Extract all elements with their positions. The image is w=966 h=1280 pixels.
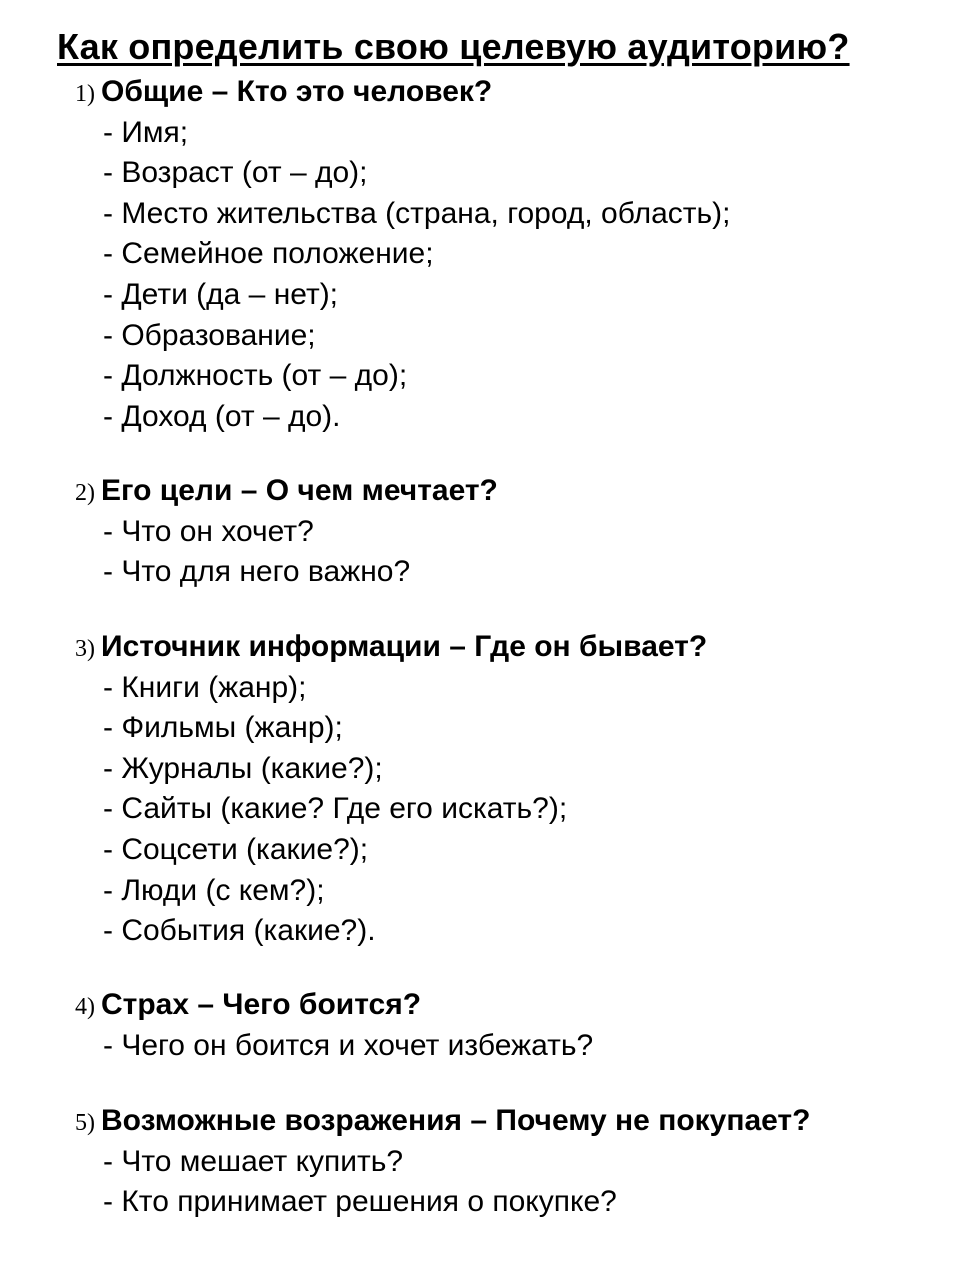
list-item: - Журналы (какие?); (103, 751, 383, 785)
list-item: - Соцсети (какие?); (103, 832, 369, 866)
list-item: - Книги (жанр); (103, 670, 307, 704)
section-number: 5) (75, 1110, 95, 1136)
section-3 (75, 627, 707, 952)
section-1 (75, 72, 730, 437)
section-2 (75, 471, 498, 593)
section-title: Его цели – О чем мечтает? (101, 474, 498, 507)
document-title: Как определить свою целевую аудиторию? (57, 26, 850, 67)
section-title: Общие – Кто это человек? (101, 75, 493, 108)
list-item: - Кто принимает решения о покупке? (103, 1185, 617, 1219)
list-item: - Возраст (от – до); (103, 156, 368, 190)
section-number: 1) (75, 81, 95, 107)
section-title: Страх – Чего боится? (101, 988, 422, 1021)
section-4 (75, 985, 593, 1066)
list-item: - Должность (от – до); (103, 359, 408, 393)
section-header (75, 72, 730, 113)
section-number: 2) (75, 480, 95, 506)
list-item: - Образование; (103, 318, 316, 352)
section-5 (75, 1101, 810, 1223)
list-item: - Имя; (103, 115, 189, 149)
list-item: - Дети (да – нет); (103, 277, 339, 311)
list-item: - Сайты (какие? Где его искать?); (103, 792, 568, 826)
section-title: Возможные возражения – Почему не покупает? (101, 1104, 811, 1137)
section-header (75, 1101, 810, 1142)
list-item: - Фильмы (жанр); (103, 711, 343, 745)
list-item: - Что для него важно? (103, 555, 411, 589)
list-item: - Чего он боится и хочет избежать? (103, 1028, 594, 1062)
section-number: 4) (75, 994, 95, 1020)
section-title: Источник информации – Где он бывает? (101, 630, 708, 663)
list-item: - Люди (с кем?); (103, 873, 325, 907)
list-item: - Место жительства (страна, город, область); (103, 196, 731, 230)
section-number: 3) (75, 636, 95, 662)
list-item: - Что он хочет? (103, 514, 314, 548)
section-header (75, 627, 707, 668)
list-item: - Доход (от – до). (103, 399, 341, 433)
list-item: - События (какие?). (103, 914, 376, 948)
list-item: - Семейное положение; (103, 237, 434, 271)
section-header (75, 985, 593, 1026)
section-header (75, 471, 498, 512)
list-item: - Что мешает купить? (103, 1144, 404, 1178)
